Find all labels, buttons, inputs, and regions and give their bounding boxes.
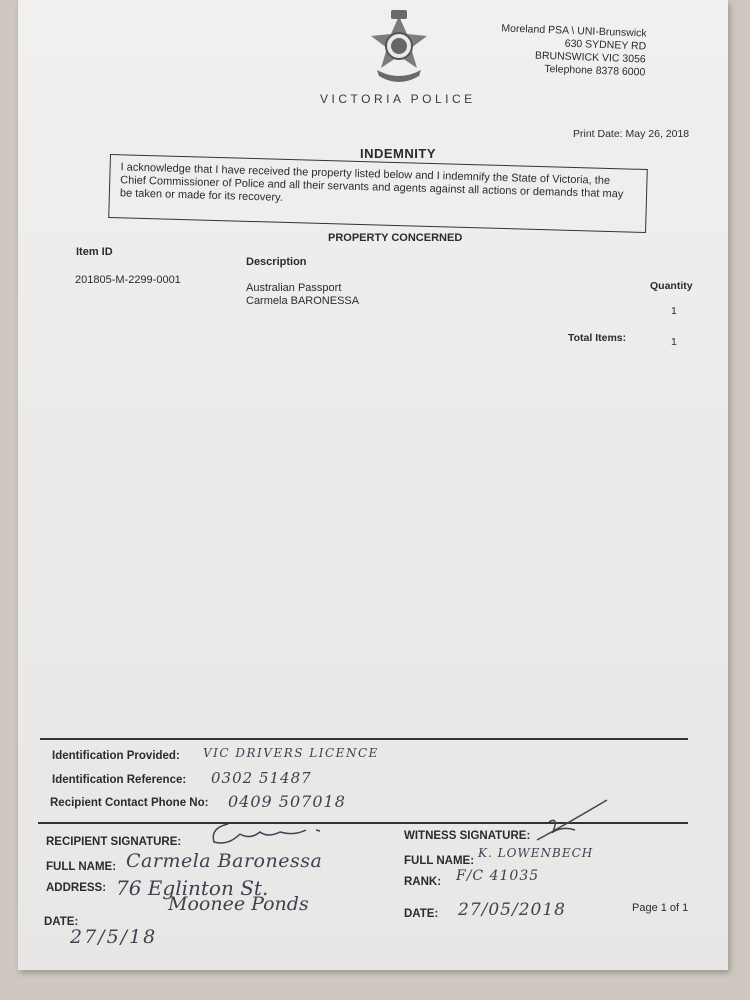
print-date: Print Date: May 26, 2018 (573, 128, 690, 140)
witness-rank-label: RANK: (404, 876, 442, 888)
brand-name: VICTORIA POLICE (320, 92, 476, 106)
witness-full-name-value: K. LOWENBECH (478, 846, 594, 860)
recipient-date-label: DATE: (44, 916, 79, 928)
witness-date-value: 27/05/2018 (458, 900, 566, 920)
witness-signature-label: WITNESS SIGNATURE: (404, 830, 531, 842)
address-line: Moreland PSA \ UNI-Brunswick (501, 22, 647, 40)
witness-rank-value: F/C 41035 (456, 868, 540, 884)
recipient-signature-label: RECIPIENT SIGNATURE: (46, 836, 182, 848)
recipient-full-name-value: Carmela Baronessa (126, 850, 323, 872)
station-address (445, 21, 647, 80)
recipient-full-name-label: FULL NAME: (46, 861, 117, 873)
recipient-phone-label: Recipient Contact Phone No: (50, 797, 209, 809)
recipient-address-line1: 76 Eglinton St. (116, 876, 269, 900)
police-crest-logo (363, 8, 435, 88)
page-number: Page 1 of 1 (632, 902, 689, 914)
address-line: 630 SYDNEY RD (564, 37, 647, 53)
address-line: BRUNSWICK VIC 3056 (534, 49, 646, 66)
identification-reference-label: Identification Reference: (52, 774, 187, 786)
total-items-value: 1 (671, 336, 677, 348)
document-title: INDEMNITY (360, 146, 436, 161)
column-header-item-id: Item ID (76, 246, 113, 258)
recipient-signature (198, 818, 328, 850)
item-quantity: 1 (671, 305, 677, 317)
identification-reference-value: 0302 51487 (211, 769, 312, 787)
document-page (18, 0, 728, 970)
description-line: Carmela BARONESSA (246, 295, 360, 307)
witness-signature (533, 796, 613, 846)
column-header-description: Description (246, 256, 307, 268)
column-header-quantity: Quantity (650, 280, 693, 292)
recipient-address-label: ADDRESS: (46, 882, 107, 894)
total-items-label: Total Items: (568, 332, 627, 344)
witness-full-name-label: FULL NAME: (404, 855, 475, 867)
recipient-phone-value: 0409 507018 (228, 792, 346, 811)
identification-provided-label: Identification Provided: (52, 750, 180, 762)
witness-date-label: DATE: (404, 908, 439, 920)
indemnity-statement: I acknowledge that I have received the property listed below and I indemnify the State of Victoria, the Chief Commissioner of Police and all their servants and agents against all actions or demands that may be taken or made for its recovery. (108, 154, 648, 233)
property-heading: PROPERTY CONCERNED (328, 232, 463, 244)
identification-provided-value: VIC DRIVERS LICENCE (203, 746, 379, 760)
recipient-date-value: 27/5/18 (70, 926, 158, 948)
divider (40, 738, 688, 740)
item-description (246, 282, 359, 308)
recipient-address-line2: Moonee Ponds (168, 893, 309, 915)
item-id: 201805-M-2299-0001 (75, 274, 181, 286)
description-line: Australian Passport (246, 282, 342, 294)
address-line: Telephone 8378 6000 (544, 62, 646, 79)
